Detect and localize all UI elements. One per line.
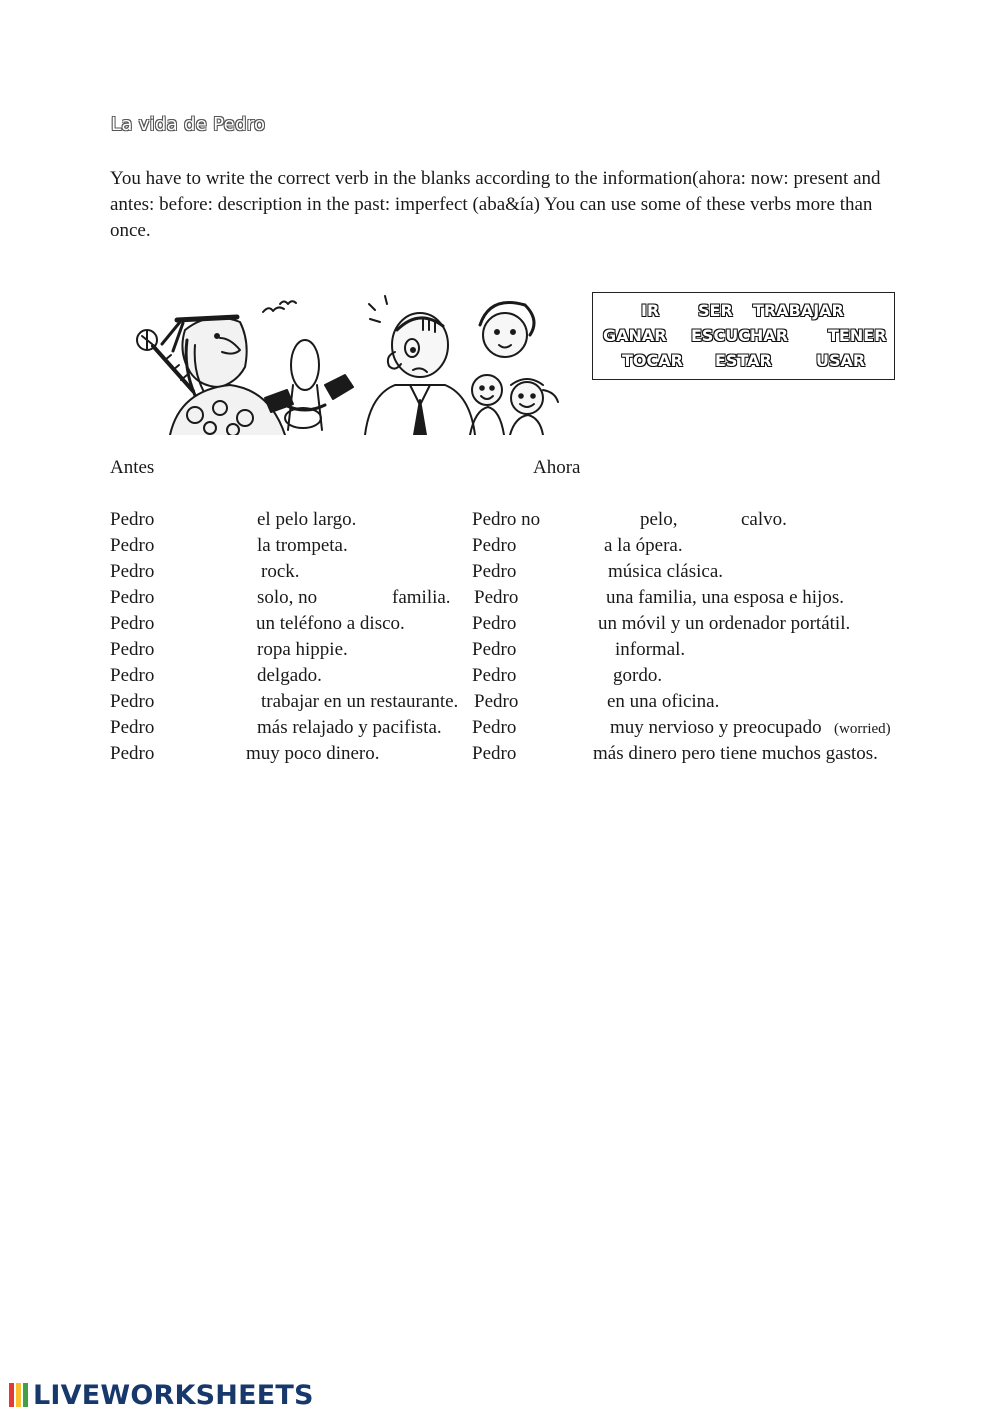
verb-tocar: TOCAR	[622, 351, 683, 370]
column-antes: Antes	[110, 457, 155, 478]
exercise-row: Pedro más relajado y pacifista. Pedro muy nervioso y preocupado (worried)	[110, 717, 891, 738]
page-title: La vida de Pedro	[111, 114, 266, 135]
verb-estar: ESTAR	[715, 351, 772, 370]
exercise-row: Pedro rock. Pedro música clásica.	[110, 561, 724, 582]
verb-escuchar: ESCUCHAR	[691, 326, 789, 345]
exercise-row: Pedro el pelo largo. Pedro no pelo, calvo.	[110, 509, 787, 530]
verb-bank	[592, 292, 895, 380]
verb-usar: USAR	[816, 351, 866, 370]
exercise-row: Pedro muy poco dinero. Pedro más dinero pero tiene muchos gastos.	[110, 743, 878, 764]
column-ahora: Ahora	[533, 457, 581, 478]
liveworksheets-logo-icon	[8, 1382, 30, 1408]
exercise-row: Pedro trabajar en un restaurante. Pedro en una oficina.	[110, 691, 720, 712]
exercise-row: Pedro ropa hippie. Pedro informal.	[110, 639, 686, 660]
logo-text: LIVEWORKSHEETS	[33, 1379, 314, 1411]
instructions-text: You have to write the correct verb in the blanks according to the information(ahora: now: present and antes: before: description in the past: imperfect (aba&ía) You can use some of these verbs more than once.	[110, 168, 881, 241]
liveworksheets-logo	[8, 1378, 314, 1412]
verb-tener: TENER	[828, 326, 887, 345]
verb-trabajar: TRABAJAR	[753, 301, 844, 320]
exercise-row: Pedro la trompeta. Pedro a la ópera.	[110, 535, 683, 556]
exercise-row: Pedro solo, no familia. Pedro una familia, una esposa e hijos.	[110, 587, 844, 608]
exercise-row: Pedro un teléfono a disco. Pedro un móvil y un ordenador portátil.	[110, 613, 851, 634]
verb-ir: IR	[641, 301, 660, 320]
verb-ganar: GANAR	[603, 326, 667, 345]
verb-ser: SER	[698, 301, 733, 320]
exercise-row: Pedro delgado. Pedro gordo.	[110, 665, 663, 686]
pedro-illustration	[125, 290, 575, 435]
